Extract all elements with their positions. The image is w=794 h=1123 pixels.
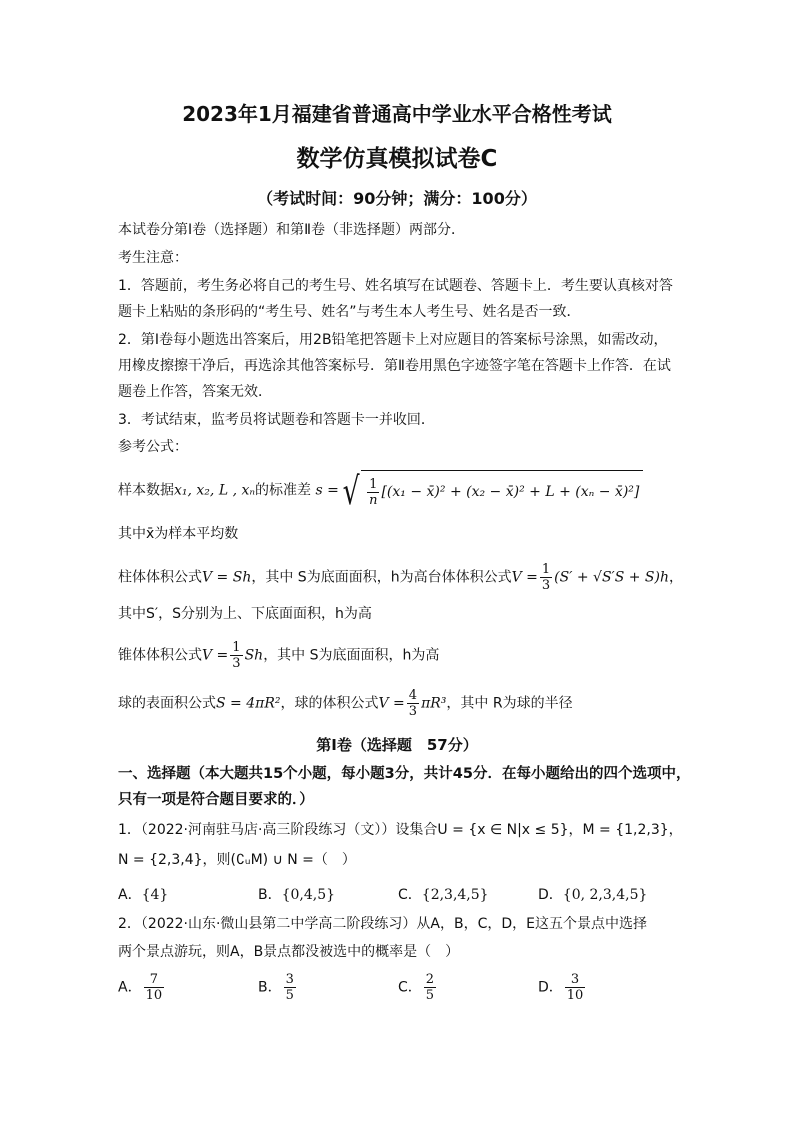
prism-formula: V = Sh [202,569,252,586]
notice-label: 考生注意： [118,250,188,266]
notice-1a: 1．答题前，考生务必将自己的考生号、姓名填写在试题卷、答题卡上．考生要认真核对答 [118,278,673,294]
option-label: D． [538,887,563,903]
option-fraction [144,972,165,1003]
notice-2c: 题卷上作答，答案无效． [118,384,272,400]
sd-mid: 的标准差 [255,482,312,499]
fraction-den: 10 [566,988,584,1003]
formula-prism-frustum [118,562,683,593]
sphere-mid: ，球的体积公式 [280,695,379,712]
q2-line2: 两个景点游玩，则A，B景点都没被选中的概率是（ ） [118,944,460,960]
q1-option-d[interactable] [538,884,647,904]
q2-line1: 2．（2022·山东·微山县第二中学高二阶段练习）从A，B，C，D，E这五个景点中选择 [118,916,648,932]
sphere-num: 4 [408,688,418,703]
q1-line2: N = {2,3,4}，则(∁ᵤM) ∪ N =（ ） [118,852,356,868]
frustum-num: 1 [541,562,551,577]
cone-fraction [230,640,242,671]
option-text: {0, 2,3,4,5} [562,887,648,903]
intro-line: 本试卷分第Ⅰ卷（选择题）和第Ⅱ卷（非选择题）两部分． [118,222,466,238]
section-title: 第Ⅰ卷（选择题 57分） [316,736,478,754]
option-text: {2,3,4,5} [421,887,489,903]
fraction-den: 10 [145,988,163,1003]
q1-option-a[interactable] [118,884,168,904]
frustum-body: (S′ + √S′S + S)h [554,569,669,586]
cone-lhs: V = [202,647,229,664]
sphere-fraction [407,688,419,719]
exam-title: 2023年1月福建省普通高中学业水平合格性考试 [182,102,612,126]
frustum-den: 3 [541,578,551,593]
fraction-num: 3 [565,972,586,988]
fraction-num: 3 [285,972,294,987]
option-fraction [565,972,586,1003]
formula-label: 参考公式： [118,439,188,455]
sd-prefix: 样本数据 [118,482,174,499]
fraction-num: 7 [144,972,165,988]
sphere-label: 球的表面积公式 [118,695,216,712]
fraction-den: 5 [425,988,435,1003]
cone-body: Sh [244,647,264,664]
part1-heading-a: 一、选择题（本大题共15个小题，每小题3分，共计45分．在每小题给出的四个选项中， [118,766,691,782]
sphere-den: 3 [408,704,418,719]
option-label: B． [258,887,282,903]
formula-std-dev [118,470,643,511]
q2-option-b[interactable] [258,972,298,1003]
exam-info: （考试时间：90分钟；满分：100分） [257,189,537,208]
option-text: {4} [141,887,169,903]
option-fraction [424,972,436,1003]
notice-3: 3．考试结束，监考员将试题卷和答题卡一并收回． [118,412,435,428]
sd-vars: x₁, x₂, L , xₙ [174,482,256,499]
option-label: C． [398,979,422,996]
option-label: C． [398,887,422,903]
cone-num: 1 [232,640,241,655]
sd-fraction [367,477,379,508]
notice-2a: 2．第Ⅰ卷每小题选出答案后，用2B铅笔把答题卡上对应题目的答案标号涂黑，如需改动， [118,332,668,348]
prism-desc: ，其中 S为底面面积，h为高台体体积公式 [251,569,512,586]
q1-line1: 1．（2022·河南驻马店·高三阶段练习（文））设集合U = {x ∈ N|x ≤ 5}，M = {1,2,3}， [118,822,683,838]
notice-2b: 用橡皮擦擦干净后，再选涂其他答案标号．第Ⅱ卷用黑色字迹签字笔在答题卡上作答．在试 [118,358,671,374]
option-fraction [284,972,296,1003]
formula-sphere [118,688,573,719]
frustum-tail: ， [669,569,683,586]
option-label: A． [118,887,142,903]
frustum-note: 其中S′，S分别为上、下底面面积，h为高 [118,606,372,622]
mean-note: 其中x̄为样本平均数 [118,526,239,542]
sphere-body: πR³ [421,695,447,712]
exam-subtitle: 数学仿真模拟试卷C [296,146,498,172]
sd-radicand [361,470,643,511]
option-text: {0,4,5} [281,887,336,903]
frustum-fraction [540,562,552,593]
sd-frac-den: n [369,492,378,508]
cone-desc: ，其中 S为底面面积，h为高 [263,647,440,664]
fraction-num: 2 [425,972,435,987]
q2-option-a[interactable] [118,972,166,1003]
cone-den: 3 [232,656,241,671]
notice-1b: 题卡上粘贴的条形码的“考生号、姓名”与考生本人考生号、姓名是否一致． [118,304,581,320]
sphere-desc: ，其中 R为球的半径 [446,695,573,712]
sd-body: [(x₁ − x̄)² + (x₂ − x̄)² + L + (xₙ − x̄)²] [381,484,640,500]
q1-option-b[interactable] [258,884,335,904]
q2-option-c[interactable] [398,972,438,1003]
sqrt-icon: √ [342,468,360,513]
sphere-area: S = 4πR² [216,695,281,712]
formula-cone [118,640,439,671]
option-label: A． [118,979,142,996]
option-label: B． [258,979,282,996]
sd-frac-num: 1 [367,477,379,493]
q1-option-c[interactable] [398,884,489,904]
sd-lhs: s = [315,482,339,499]
sphere-lhs: V = [378,695,405,712]
option-label: D． [538,979,563,996]
frustum-lhs: V = [511,569,538,586]
cone-label: 锥体体积公式 [118,647,202,664]
fraction-den: 5 [285,988,294,1003]
q2-option-d[interactable] [538,972,587,1003]
part1-heading-b: 只有一项是符合题目要求的．） [118,792,314,808]
prism-label: 柱体体积公式 [118,569,202,586]
